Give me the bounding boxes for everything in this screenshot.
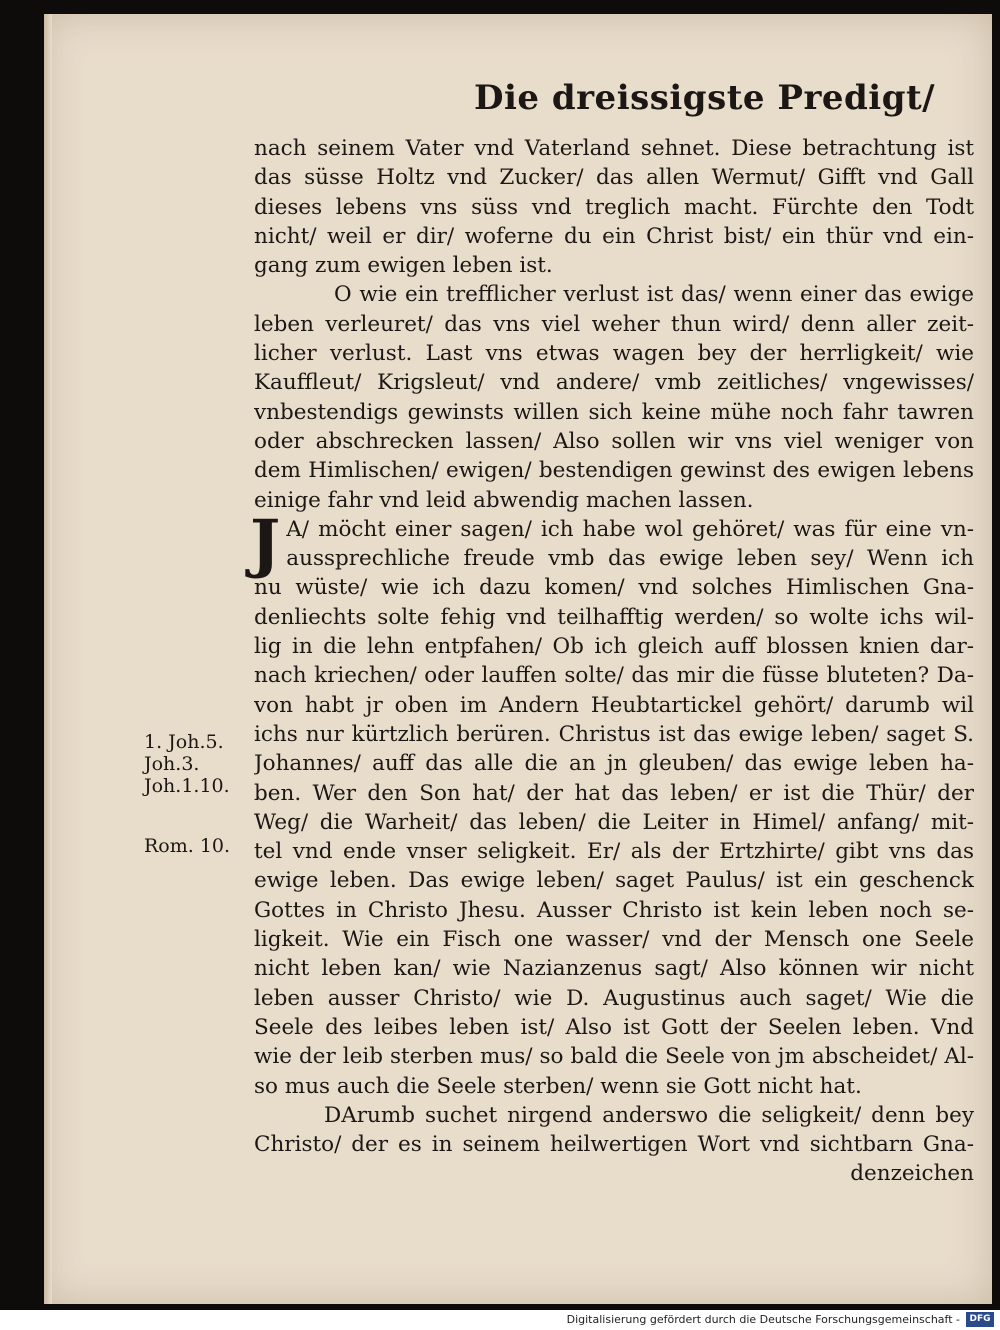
paragraph — [254, 1101, 974, 1160]
paragraph — [250, 505, 974, 1101]
text-line: einige fahr vnd leid abwendig machen lassen. — [254, 487, 754, 513]
book-page — [44, 14, 992, 1304]
text-line: gang zum ewigen leben ist. — [254, 253, 553, 279]
text-line: ewige leben. Das ewige leben/ saget Paulus/ ist ein geschenck — [254, 868, 974, 894]
text-line: Kauffleut/ Krigsleut/ vnd andere/ vmb zeitliches/ vngewisses/ — [254, 370, 974, 396]
text-line: nu wüste/ wie ich dazu komen/ vnd solches Himlischen Gna- — [254, 575, 974, 601]
text-line: A/ möcht einer sagen/ ich habe wol gehöret/ was für eine vn- — [286, 516, 974, 542]
text-line: Christo/ der es in seinem heilwertigen Wort vnd sichtbarn Gna- — [254, 1132, 974, 1158]
dfg-logo: DFG — [966, 1312, 994, 1327]
text-line: von habt jr oben im Andern Heubtartickel gehört/ darumb wil — [254, 692, 974, 718]
text-line: Seele des leibes leben ist/ Also ist Gott der Seelen leben. Vnd — [254, 1014, 974, 1040]
text-line: Weg/ die Warheit/ das leben/ die Leiter in Himel/ anfang/ mit- — [254, 809, 974, 835]
paragraph — [254, 134, 974, 280]
text-line: nach kriechen/ oder lauffen solte/ das mir die füsse bluteten? Da- — [254, 663, 974, 689]
text-line: O wie ein trefflicher verlust ist das/ wenn einer das ewige — [334, 282, 974, 308]
page-body — [250, 134, 974, 1189]
running-head: Die dreissigste Predigt/ — [474, 78, 936, 118]
marginal-reference: 1. Joh.5. — [144, 731, 224, 753]
text-line: ligkeit. Wie ein Fisch one wasser/ vnd der Mensch one Seele — [254, 927, 974, 953]
text-line: vnbestendigs gewinsts willen sich keine mühe noch fahr tawren — [254, 399, 974, 425]
text-line: nicht/ weil er dir/ woferne du ein Christ bist/ ein thür vnd ein- — [254, 223, 974, 249]
text-line: leben verleuret/ das vns viel weher thun wird/ denn aller zeit- — [254, 311, 974, 337]
text-line: licher verlust. Last vns etwas wagen bey der herrligkeit/ wie — [254, 341, 974, 367]
marginal-reference: Joh.3. — [144, 753, 200, 775]
text-line: Johannes/ auff das alle die an jn gleuben/ das ewige leben ha- — [254, 751, 974, 777]
page-edge — [44, 14, 52, 1304]
text-line: nach seinem Vater vnd Vaterland sehnet. Diese betrachtung ist — [254, 136, 974, 161]
text-line: tel vnd ende vnser seligkeit. Er/ als der Ertzhirte/ gibt vns das — [254, 839, 974, 865]
text-line: lig in die lehn entpfahen/ Ob ich gleich auff blossen knien dar- — [254, 634, 974, 660]
text-line: dem Himlischen/ ewigen/ bestendigen gewinst des ewigen lebens — [254, 458, 974, 484]
text-line: nicht leben kan/ wie Nazianzenus sagt/ Also können wir nicht — [254, 956, 974, 982]
text-line: leben ausser Christo/ wie D. Augustinus auch saget/ Wie die — [254, 985, 974, 1011]
text-line: wie der leib sterben mus/ so bald die Seele von jm abscheidet/ Al- — [254, 1044, 974, 1070]
text-line: DArumb suchet nirgend anderswo die seligkeit/ denn bey — [324, 1102, 974, 1128]
catchword: denzeichen — [850, 1161, 974, 1187]
footer-credit: Digitalisierung gefördert durch die Deutsche Forschungsgemeinschaft - — [566, 1313, 960, 1326]
text-line: oder abschrecken lassen/ Also sollen wir vns viel weniger von — [254, 428, 974, 454]
text-line: ichs nur kürtzlich berüren. Christus ist das ewige leben/ saget S. — [254, 721, 974, 747]
marginal-reference: Joh.1.10. — [144, 775, 230, 797]
paragraph — [254, 280, 974, 514]
drop-initial: J — [250, 505, 281, 581]
text-line: denliechts solte fehig vnd teilhafftig werden/ so wolte ichs wil- — [254, 604, 974, 630]
text-line: aussprechliche freude vmb das ewige leben sey/ Wenn ich — [286, 546, 974, 572]
marginal-reference: Rom. 10. — [144, 835, 231, 857]
text-line: ben. Wer den Son hat/ der hat das leben/ er ist die Thür/ der — [254, 780, 974, 806]
footer-bar — [0, 1310, 1000, 1330]
text-line: so mus auch die Seele sterben/ wenn sie Gott nicht hat. — [254, 1073, 862, 1099]
text-line: dieses lebens vns süss vnd treglich macht. Fürchte den Todt — [254, 194, 974, 220]
text-line: Gottes in Christo Jhesu. Ausser Christo ist kein leben noch se- — [254, 897, 974, 923]
text-line: das süsse Holtz vnd Zucker/ das allen Wermut/ Gifft vnd Gall — [254, 165, 974, 191]
